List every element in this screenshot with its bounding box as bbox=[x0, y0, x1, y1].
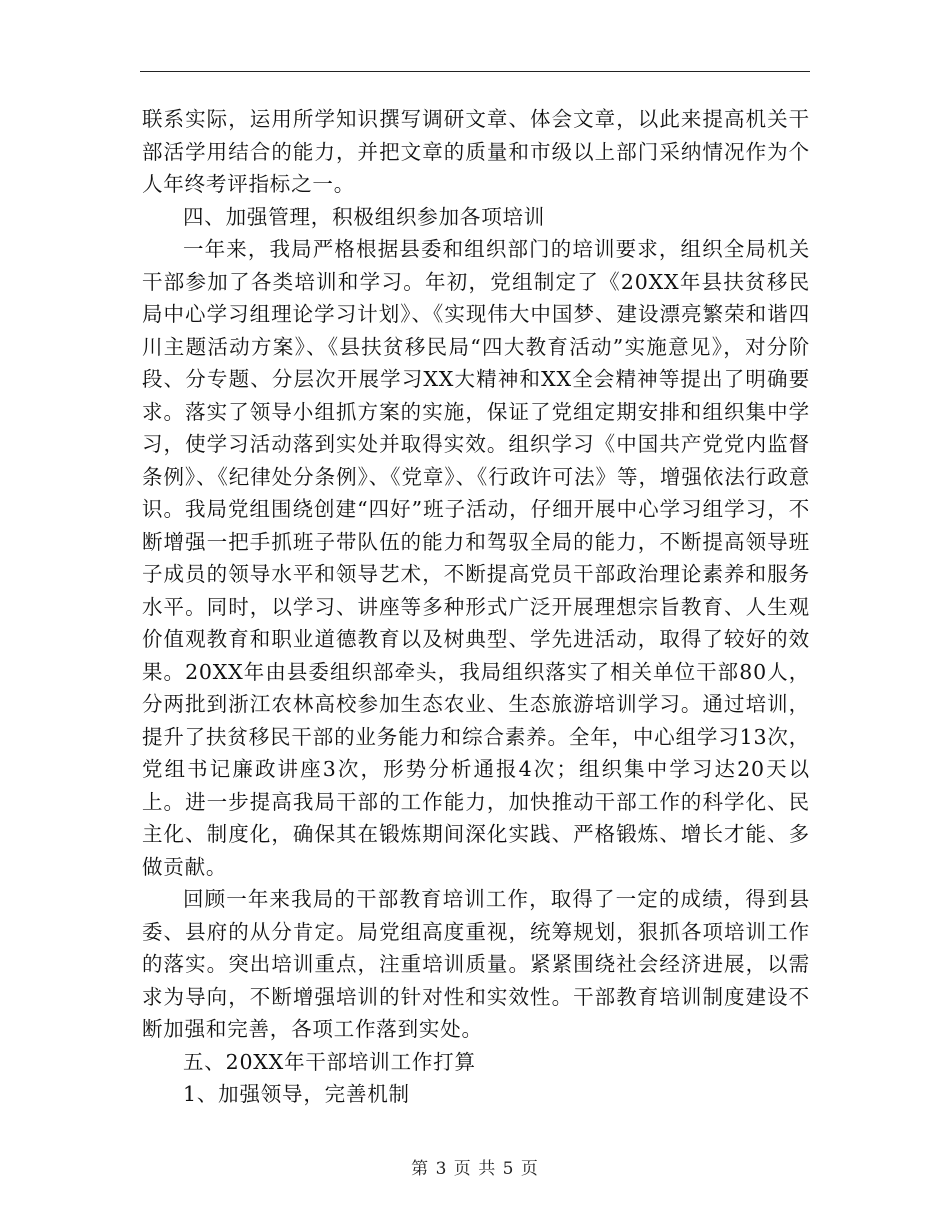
paragraph-review: 回顾一年来我局的干部教育培训工作，取得了一定的成绩，得到县委、县府的从分肯定。局党组高度重视，统筹规划，狠抓各项培训工作的落实。突出培训重点，注重培训质量。紧紧围绕社会经济进展，以需求为导向，不断增强培训的针对性和实效性。干部教育培训制度建设不断加强和完善，各项工作落到实处。 bbox=[142, 887, 810, 1041]
paragraph-continuation: 联系实际，运用所学知识撰写调研文章、体会文章，以此来提高机关干部活学用结合的能力，并把文章的质量和市级以上部门采纳情况作为个人年终考评指标之一。 bbox=[142, 107, 810, 196]
document-body bbox=[142, 103, 810, 1111]
section-heading-5: 五、20XX年干部培训工作打算 bbox=[183, 1049, 476, 1074]
header-rule bbox=[140, 71, 810, 72]
subsection-heading-1: 1、加强领导，完善机制 bbox=[183, 1082, 410, 1106]
paragraph-training-summary: 一年来，我局严格根据县委和组织部门的培训要求，组织全局机关干部参加了各类培训和学习。年初，党组制定了《20XX年县扶贫移民局中心学习组理论学习计划》、《实现伟大中国梦、建设漂亮繁荣和谐四川主题活动方案》、《县扶贫移民局“四大教育活动”实施意见》，对分阶段、分专题、分层次开展学习XX大精神和XX全会精神等提出了明确要求。落实了领导小组抓方案的实施，保证了党组定期安排和组织集中学习，使学习活动落到实处并取得实效。组织学习《中国共产党党内监督条例》、《纪律处分条例》、《党章》、《行政许可法》等，增强依法行政意识。我局党组围绕创建“四好”班子活动，仔细开展中心学习组学习，不断增强一把手抓班子带队伍的能力和驾驭全局的能力，不断提高领导班子成员的领导水平和领导艺术，不断提高党员干部政治理论素养和服务水平。同时，以学习、讲座等多种形式广泛开展理想宗旨教育、人生观价值观教育和职业道德教育以及树典型、学先进活动，取得了较好的效果。20XX年由县委组织部牵头，我局组织落实了相关单位干部80人，分两批到浙江农林高校参加生态农业、生态旅游培训学习。通过培训，提升了扶贫移民干部的业务能力和综合素养。全年，中心组学习13次，党组书记廉政讲座3次，形势分析通报4次；组织集中学习达20天以上。进一步提高我局干部的工作能力，加快推动干部工作的科学化、民主化、制度化，确保其在锻炼期间深化实践、严格锻炼、增长才能、多做贡献。 bbox=[142, 237, 810, 879]
page-number-footer: 第 3 页 共 5 页 bbox=[411, 1159, 539, 1179]
section-heading-4: 四、加强管理，积极组织参加各项培训 bbox=[183, 204, 546, 229]
